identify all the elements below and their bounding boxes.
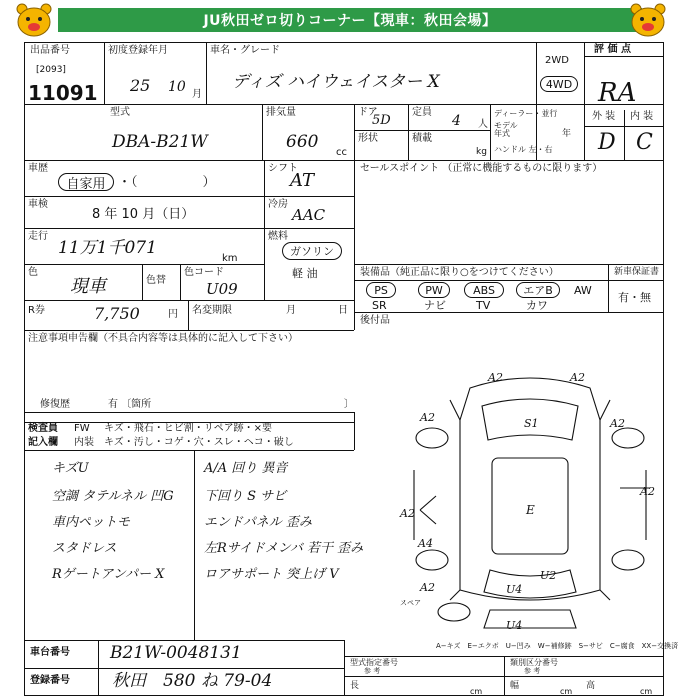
length-label: 長 — [350, 681, 360, 691]
ref-label-2: 参 考 — [524, 667, 541, 675]
note-left-1: キズU — [52, 461, 89, 476]
mark-front-left: A2 — [488, 371, 503, 384]
width-unit: cm — [560, 687, 573, 696]
damage-exterior: キズ・飛石・ヒビ割・リペア跡・×要 — [104, 423, 272, 434]
spare-label: スペア — [400, 599, 421, 607]
mark-hood: S1 — [524, 417, 539, 430]
height-unit: cm — [640, 687, 653, 696]
first-reg-label: 初度登録年月 — [108, 45, 168, 56]
exterior-label: 外 装 — [592, 111, 616, 122]
note-left-3: 車内ペットモ — [52, 515, 131, 530]
mark-right-side: A2 — [640, 485, 655, 498]
equip-navi: ナビ — [424, 299, 446, 312]
mark-roof: E — [526, 503, 535, 517]
mark-left-side: A2 — [400, 507, 415, 520]
header-title: JU秋田ゼロ切りコーナー【現車：秋田会場】 — [58, 8, 642, 32]
note-left-2: 空調 タテルネル 凹G — [52, 489, 174, 504]
aftermarket-label: 後付品 — [360, 315, 390, 326]
type-designation-label: 型式指定番号 — [350, 658, 398, 667]
fuel-value-circled: ガソリン — [282, 242, 342, 260]
first-reg-year: 25 — [130, 76, 151, 95]
equip-leather: カワ — [526, 299, 548, 312]
mark-rear-left: A2 — [420, 581, 435, 594]
mark-right-fender: A2 — [610, 417, 625, 430]
drive-2wd: 2WD — [545, 55, 569, 66]
disp-unit: cc — [336, 147, 347, 158]
recycle-value: 7,750 — [94, 304, 140, 323]
interior-label: 内 装 — [630, 111, 654, 122]
mark-tailgate: U4 — [506, 583, 523, 596]
history-label: 車歴 — [28, 163, 48, 174]
registration-value: 秋田 580 ね 79-04 — [112, 671, 273, 691]
fuel-diesel: 軽 油 — [292, 267, 318, 280]
notes-label: 注意事項申告欄（不具合内容等は具体的に記入して下さい） — [28, 333, 298, 344]
mileage-value: 11万1千071 — [58, 238, 157, 258]
year-unit: 年 — [562, 129, 572, 139]
inspector-fw: FW — [74, 423, 90, 434]
equipment-label: 装備品（純正品に限り○をつけてください） — [360, 267, 559, 278]
disp-value: 660 — [286, 132, 319, 152]
damage-interior: キズ・汚し・コゲ・穴・スレ・ヘコ・破し — [104, 437, 294, 448]
handle-label: ハンドル 左・右 — [494, 145, 553, 154]
width-label: 幅 — [510, 681, 520, 691]
color-code-value: U09 — [206, 280, 238, 298]
mark-left-rear: A4 — [418, 537, 433, 550]
ref-label-1: 参 考 — [364, 667, 381, 675]
equip-tv: TV — [476, 299, 491, 312]
equip-ps-circled: PS — [366, 282, 396, 298]
first-reg-month: 10 — [168, 79, 186, 95]
expiry-day: 日 — [338, 305, 348, 316]
height-label: 高 — [586, 681, 596, 691]
load-unit: kg — [476, 147, 487, 157]
chassis-value: B21W-0048131 — [110, 643, 242, 663]
first-reg-unit: 月 — [192, 89, 202, 100]
mark-front-right: A2 — [570, 371, 585, 384]
equip-sr: SR — [372, 299, 387, 312]
lot-sub: [2093] — [36, 65, 66, 75]
type-value: DBA-B21W — [112, 132, 208, 152]
disp-label: 排気量 — [266, 107, 296, 118]
mileage-label: 走行 — [28, 231, 48, 242]
damage-legend: A−キズ E−エクボ U−凹み W−補修跡 S−サビ C−腐食 XX−交換済 — [436, 642, 679, 650]
inspector-label: 検査員 — [28, 423, 58, 434]
note-right-5: ロアサポート 突上げ V — [204, 567, 339, 582]
color-label: 色 — [28, 267, 38, 278]
repair-value: 有 〔箇所 — [108, 399, 152, 410]
warranty-value: 有・無 — [618, 291, 651, 304]
expiry-month: 月 — [286, 305, 296, 316]
lot-label: 出品番号 — [30, 45, 70, 56]
capacity-label: 定員 — [412, 107, 432, 118]
load-label: 積載 — [412, 133, 432, 144]
chassis-label: 車台番号 — [30, 647, 70, 658]
note-left-4: スタドレス — [52, 541, 117, 556]
note-right-3: エンドパネル 歪み — [204, 515, 312, 530]
shift-label: シフト — [268, 163, 298, 174]
history-extra: ・（ ） — [118, 175, 216, 190]
equip-airbag-circled: エアB — [516, 282, 560, 298]
recycle-label: R券 — [28, 305, 45, 316]
inspection-value: 8 年 10 月（日） — [92, 207, 195, 222]
fuel-label: 燃料 — [268, 231, 288, 242]
mark-rear-window: U2 — [540, 569, 557, 582]
length-unit: cm — [470, 687, 483, 696]
door-label: ドア — [358, 107, 378, 118]
model-label: 車名・グレード — [210, 45, 280, 56]
interior-grade: C — [636, 130, 653, 155]
type-label: 型式 — [110, 107, 130, 118]
color-code-label: 色コード — [184, 267, 224, 278]
recycle-unit: 円 — [168, 309, 178, 320]
note-right-4: 左Rサイドメンバ 若干 歪み — [204, 541, 364, 556]
repair-label: 修復歴 — [40, 399, 70, 410]
capacity-unit: 人 — [478, 119, 488, 130]
color-change-label: 色替 — [146, 275, 166, 286]
shift-value: AT — [290, 170, 315, 191]
registration-label: 登録番号 — [30, 675, 70, 686]
exterior-grade: D — [598, 130, 616, 155]
door-value: 5D — [372, 113, 391, 128]
model-name: ディズ ハイウェイスター X — [232, 72, 440, 92]
note-right-1: A/A 回り 異音 — [204, 461, 288, 476]
shape-label: 形状 — [358, 133, 378, 144]
mark-left-fender: A2 — [420, 411, 435, 424]
warranty-label: 新車保証書 — [614, 267, 660, 277]
grade-value: RA — [598, 78, 637, 108]
sales-points-label: セールスポイント （正常に機能するものに限ります） — [360, 163, 603, 174]
capacity-value: 4 — [452, 113, 461, 129]
dealer-label: ディーラー・並行 — [494, 109, 558, 118]
grade-label: 評 価 点 — [594, 44, 631, 55]
class-label: 類別区分番号 — [510, 658, 558, 667]
note-left-5: Rゲートアンパー X — [52, 567, 165, 582]
mark-rear-bumper: U4 — [506, 619, 523, 632]
color-value: 現車 — [70, 276, 106, 297]
equip-abs-circled: ABS — [464, 282, 504, 298]
inspection-label: 車検 — [28, 199, 48, 210]
equip-pw-circled: PW — [418, 282, 450, 298]
entry-interior: 内装 — [74, 437, 94, 448]
note-right-2: 下回り S サビ — [204, 489, 287, 504]
aircon-label: 冷房 — [268, 199, 288, 210]
model-year-label: モデル年式 — [494, 121, 518, 139]
expiry-label: 名変期限 — [192, 305, 232, 316]
entry-label: 記入欄 — [28, 437, 58, 448]
mileage-unit: km — [222, 253, 238, 264]
drive-4wd-circled: 4WD — [540, 76, 578, 92]
lot-number: 11091 — [28, 81, 98, 105]
equip-aw: AW — [574, 284, 592, 297]
aircon-value: AAC — [292, 206, 326, 224]
history-value-circled: 自家用 — [58, 173, 114, 191]
bear-mascot-icon — [14, 2, 54, 38]
bear-mascot-icon — [628, 2, 668, 38]
